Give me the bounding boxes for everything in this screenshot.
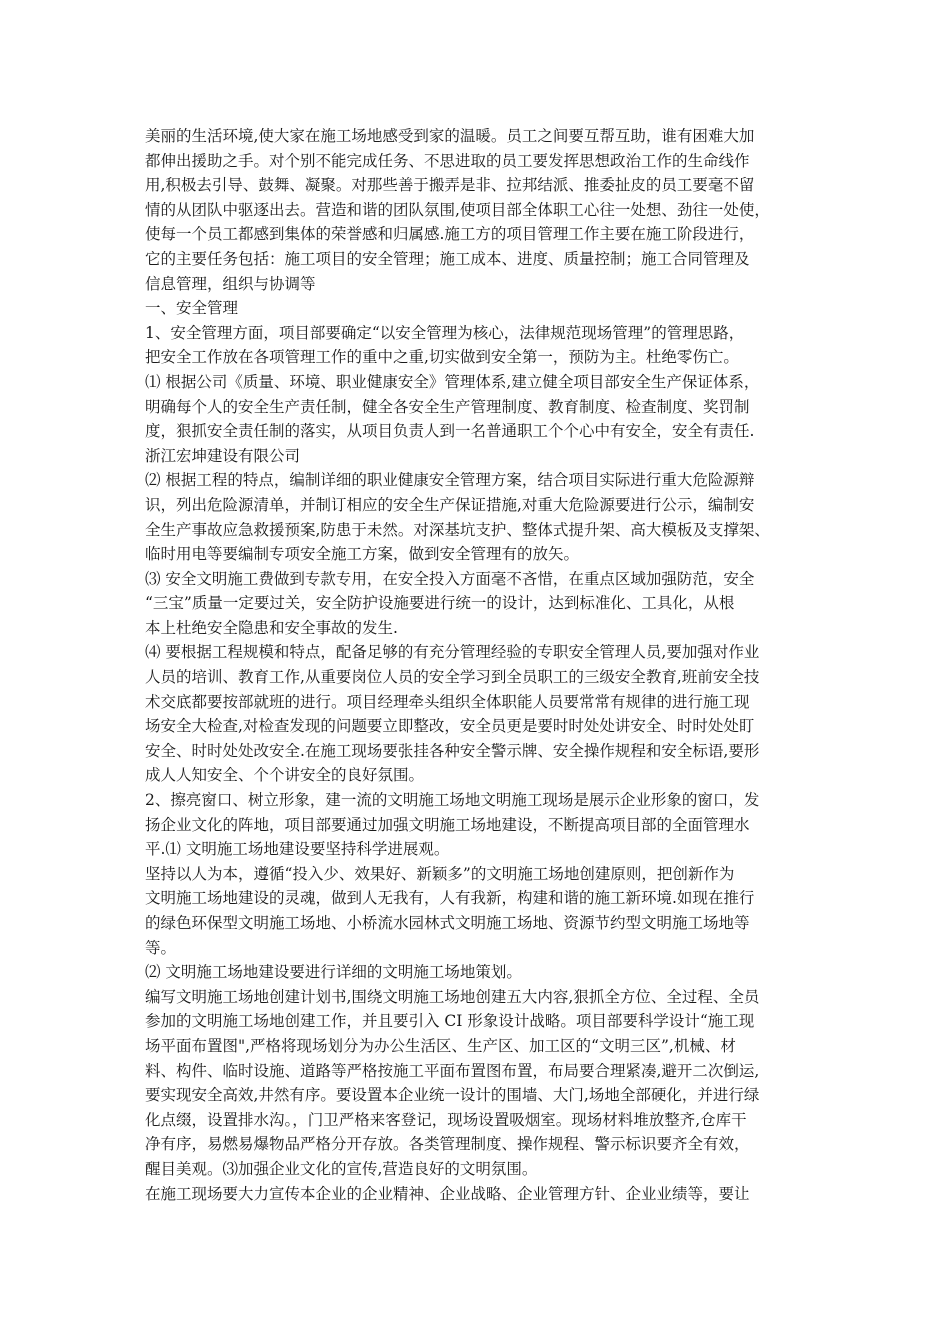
text-line: 1、安全管理方面，项目部要确定“以安全管理为核心，法律规范现场管理”的管理思路， [145,323,745,342]
text-line: 醒目美观。⑶加强企业文化的宣传,营造良好的文明氛围。 [145,1159,538,1178]
text-line: 全生产事故应急救援预案,防患于未然。对深基坑支护、整体式提升架、高大模板及支撑架、 [145,520,770,539]
document-body [145,124,807,1206]
text-line: 成人人知安全、个个讲安全的良好氛围。 [145,766,425,785]
text-line: 都伸出援助之手。对个别不能完成任务、不思进取的员工要发挥思想政治工作的生命线作 [145,151,750,170]
text-line: 美丽的生活环境,使大家在施工场地感受到家的温暖。员工之间要互帮互助，谁有困难大加 [145,127,755,145]
text-line: 识，列出危险源清单，并制订相应的安全生产保证措施,对重大危险源要进行公示，编制安 [145,495,755,514]
text-line: 用,积极去引导、鼓舞、凝聚。对那些善于搬弄是非、拉邦结派、推委扯皮的员工要毫不留 [145,176,755,195]
text-line: 它的主要任务包括：施工项目的安全管理；施工成本、进度、质量控制；施工合同管理及 [145,249,750,268]
text-line: 的绿色环保型文明施工场地、小桥流水园林式文明施工场地、资源节约型文明施工场地等 [145,914,750,932]
text-line: 平.⑴ 文明施工场地建设要坚持科学进展观。 [145,840,450,859]
text-line: 2、擦亮窗口、树立形象，建一流的文明施工场地文明施工现场是展示企业形象的窗口，发 [145,791,760,810]
text-line: 场安全大检查,对检查发现的问题要立即整改，安全员更是要时时处处讲安全、时时处处盯 [145,717,755,736]
text-line: 在施工现场要大力宣传本企业的企业精神、企业战略、企业管理方针、企业业绩等，要让 [145,1184,750,1203]
text-line: 等。 [145,938,177,957]
text-line: “三宝”质量一定要过关，安全防护设施要进行统一的设计，达到标准化、工具化，从根 [145,594,735,613]
text-line: 人员的培训、教育工作,从重要岗位人员的安全学习到全员职工的三级安全教育,班前安全技 [145,668,760,687]
text-line: ⑵ 文明施工场地建设要进行详细的文明施工场地策划。 [145,963,522,982]
section-heading: 一、安全管理 [145,299,239,318]
text-line: ⑷ 要根据工程规模和特点，配备足够的有充分管理经验的专职安全管理人员,要加强对作业 [145,643,760,662]
text-line: 使每一个员工都感到集体的荣誉感和归属感.施工方的项目管理工作主要在施工阶段进行， [145,225,755,244]
text-line: 扬企业文化的阵地，项目部要通过加强文明施工场地建设，不断提高项目部的全面管理水 [145,815,750,834]
text-line: 把安全工作放在各项管理工作的重中之重,切实做到安全第一，预防为主。杜绝零伤亡。 [145,348,739,367]
text-line: 料、构件、临时设施、道路等严格按施工平面布置图布置，布局要合理紧凑,避开二次倒运, [145,1061,760,1080]
text-line: 情的从团队中驱逐出去。营造和谐的团队氛围,使项目部全体职工心往一处想、劲往一处使， [145,200,770,219]
text-line: 安全、时时处处改安全.在施工现场要张挂各种安全警示牌、安全操作规程和安全标语,要形 [145,741,760,760]
text-line: 本上杜绝安全隐患和安全事故的发生. [145,618,398,637]
text-line: 明确每个人的安全生产责任制，健全各安全生产管理制度、教育制度、检查制度、奖罚制 [145,397,750,416]
text-line: 净有序，易燃易爆物品严格分开存放。各类管理制度、操作规程、警示标识要齐全有效， [145,1135,750,1154]
text-line: 化点缀，设置排水沟。，门卫严格来客登记，现场设置吸烟室。现场材料堆放整齐,仓库干 [145,1110,747,1129]
text-line: 信息管理，组织与协调等 [145,274,316,293]
text-line: 场平面布置图",严格将现场划分为办公生活区、生产区、加工区的“文明三区”,机械、材 [145,1036,736,1055]
text-line: ⑶ 安全文明施工费做到专款专用，在安全投入方面毫不吝惜，在重点区域加强防范，安全 [145,569,755,588]
text-line: 编写文明施工场地创建计划书,围绕文明施工场地创建五大内容,狠抓全方位、全过程、全员 [145,987,760,1006]
text-line: 度，狠抓安全责任制的落实，从项目负责人到一名普通职工个个心中有安全，安全有责任. [145,422,755,441]
text-line: 文明施工场地建设的灵魂，做到人无我有，人有我新，构建和谐的施工新环境.如现在推行 [145,889,755,908]
text-line: 参加的文明施工场地创建工作，并且要引入 CI 形象设计战略。项目部要科学设计“施工现 [145,1012,755,1031]
text-line: 坚持以人为本，遵循“投入少、效果好、新颖多”的文明施工场地创建原则，把创新作为 [145,864,735,883]
company-name: 浙江宏坤建设有限公司 [145,446,301,465]
text-line: ⑴ 根据公司《质量、环境、职业健康安全》管理体系,建立健全项目部安全生产保证体系， [145,372,760,391]
text-line: 临时用电等要编制专项安全施工方案，做到安全管理有的放矢。 [145,545,580,564]
text-line: 术交底都要按部就班的进行。项目经理牵头组织全体职能人员要常常有规律的进行施工现 [145,692,750,711]
text-line: 要实现安全高效,井然有序。要设置本企业统一设计的围墙、大门,场地全部硬化，并进行绿 [145,1086,760,1105]
text-line: ⑵ 根据工程的特点，编制详细的职业健康安全管理方案，结合项目实际进行重大危险源辩 [145,471,755,490]
